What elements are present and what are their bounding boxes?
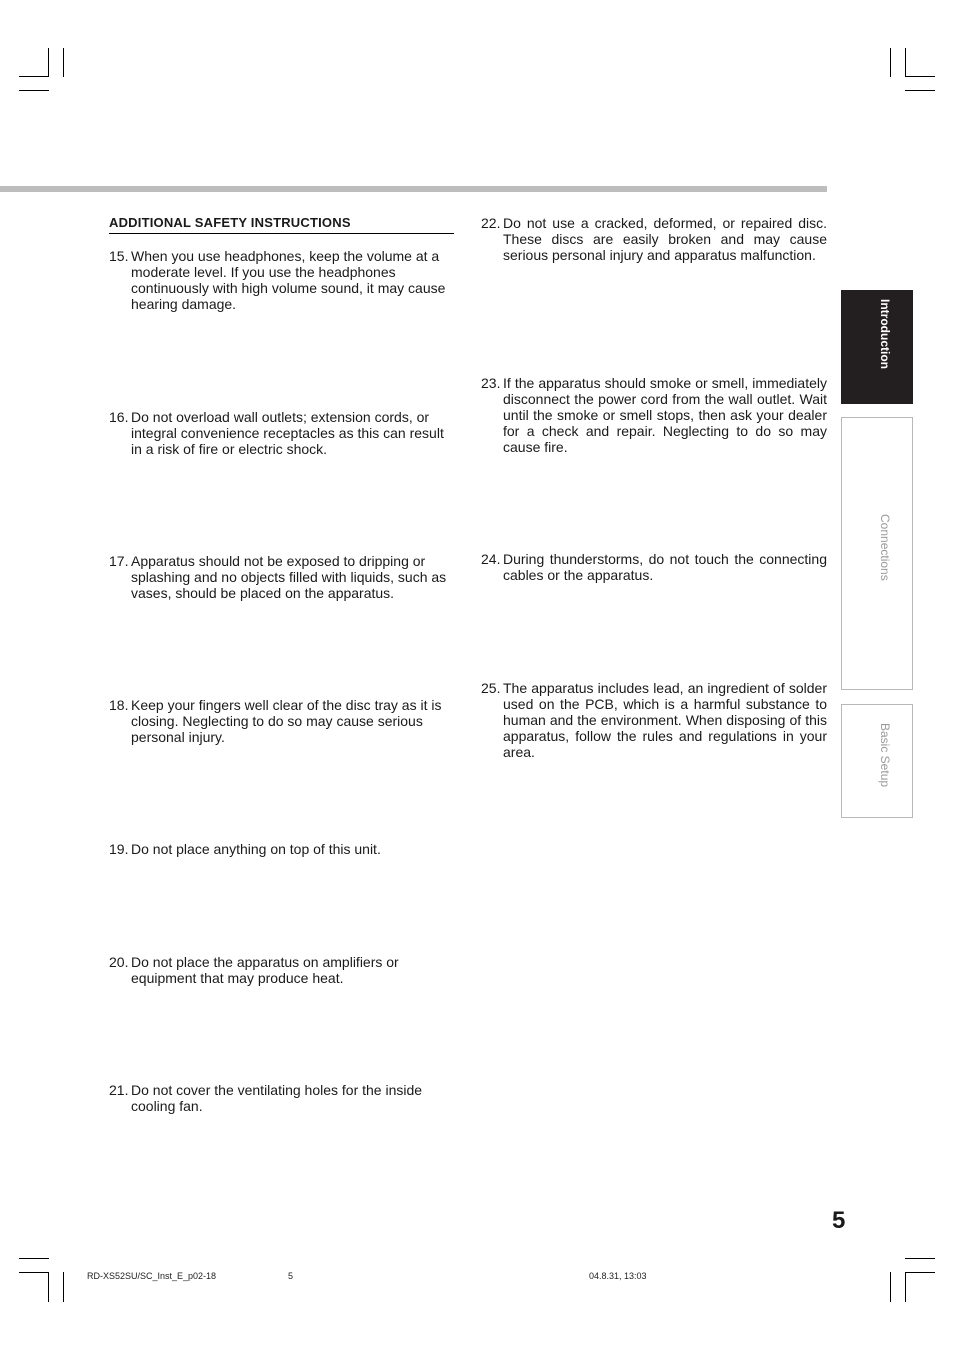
list-item: [109, 409, 455, 457]
list-item: [481, 215, 827, 263]
item-text: Keep your fingers well clear of the disc tray as it is closing. Neglecting to do so may cause serious personal injury.: [131, 697, 442, 745]
crop-mark: [905, 1272, 906, 1302]
list-item: [109, 553, 455, 601]
crop-mark: [19, 1258, 49, 1259]
list-item: [109, 841, 455, 857]
item-text: Do not place the apparatus on amplifiers or equipment that may produce heat.: [131, 954, 399, 986]
list-item: [481, 375, 827, 455]
item-number: 25.: [481, 680, 501, 696]
crop-mark: [19, 1272, 49, 1273]
section-heading: ADDITIONAL SAFETY INSTRUCTIONS: [109, 215, 454, 234]
item-number: 21.: [109, 1082, 129, 1098]
item-number: 19.: [109, 841, 129, 857]
item-text: During thunderstorms, do not touch the connecting cables or the apparatus.: [503, 551, 827, 583]
list-item: [109, 697, 455, 745]
crop-mark: [63, 1272, 64, 1302]
item-number: 17.: [109, 553, 129, 569]
list-item: [109, 1082, 455, 1114]
item-text: When you use headphones, keep the volume at a moderate level. If you use the headphones continuously with high volume sound, it may cause hearing damage.: [131, 248, 446, 312]
list-item: [481, 680, 827, 760]
footer-datetime: 04.8.31, 13:03: [589, 1271, 647, 1281]
item-number: 24.: [481, 551, 501, 567]
list-item: [481, 551, 827, 583]
crop-mark: [19, 76, 49, 77]
tab-connections[interactable]: [841, 417, 913, 690]
item-text: Do not cover the ventilating holes for the inside cooling fan.: [131, 1082, 423, 1114]
crop-mark: [905, 90, 935, 91]
item-number: 15.: [109, 248, 129, 264]
crop-mark: [19, 90, 49, 91]
page-number: 5: [832, 1207, 846, 1234]
tab-basic-setup[interactable]: [841, 704, 913, 818]
crop-mark: [905, 76, 935, 77]
crop-mark: [890, 48, 891, 77]
footer-filename: RD-XS52SU/SC_Inst_E_p02-18: [87, 1271, 217, 1281]
item-number: 23.: [481, 375, 501, 391]
crop-mark: [48, 1272, 49, 1302]
item-text: Do not use a cracked, deformed, or repaired disc. These discs are easily broken and may cause serious personal injury and apparatus malfunction.: [503, 215, 827, 263]
tab-label: Introduction: [878, 299, 892, 369]
item-text: Do not overload wall outlets; extension cords, or integral convenience receptacles as this can result in a risk of fire or electric shock.: [131, 409, 444, 457]
item-number: 16.: [109, 409, 129, 425]
crop-mark: [905, 1272, 935, 1273]
list-item: [109, 248, 455, 312]
item-number: 22.: [481, 215, 501, 231]
item-text: Do not place anything on top of this unit.: [131, 841, 381, 857]
item-text: If the apparatus should smoke or smell, immediately disconnect the power cord from the wall outlet. Wait until the smoke or smell stops, then ask your dealer for a check and repair. Neglecting to do so may cause fire.: [503, 375, 827, 455]
crop-mark: [905, 1258, 935, 1259]
list-item: [109, 954, 455, 986]
tab-introduction[interactable]: [841, 290, 913, 404]
crop-mark: [905, 48, 906, 77]
tab-label: Basic Setup: [878, 723, 892, 788]
item-number: 18.: [109, 697, 129, 713]
item-text: Apparatus should not be exposed to dripping or splashing and no objects filled with liquids, such as vases, should be placed on the apparatus.: [131, 553, 447, 601]
crop-mark: [890, 1272, 891, 1302]
header-rule-bar: [0, 186, 827, 192]
tab-label: Connections: [878, 514, 892, 581]
crop-mark: [63, 48, 64, 77]
item-number: 20.: [109, 954, 129, 970]
item-text: The apparatus includes lead, an ingredient of solder used on the PCB, which is a harmful substance to human and the environment. When disposing of this apparatus, follow the rules and regulations in your area.: [503, 680, 827, 760]
footer-page: 5: [288, 1271, 294, 1281]
crop-mark: [48, 48, 49, 77]
